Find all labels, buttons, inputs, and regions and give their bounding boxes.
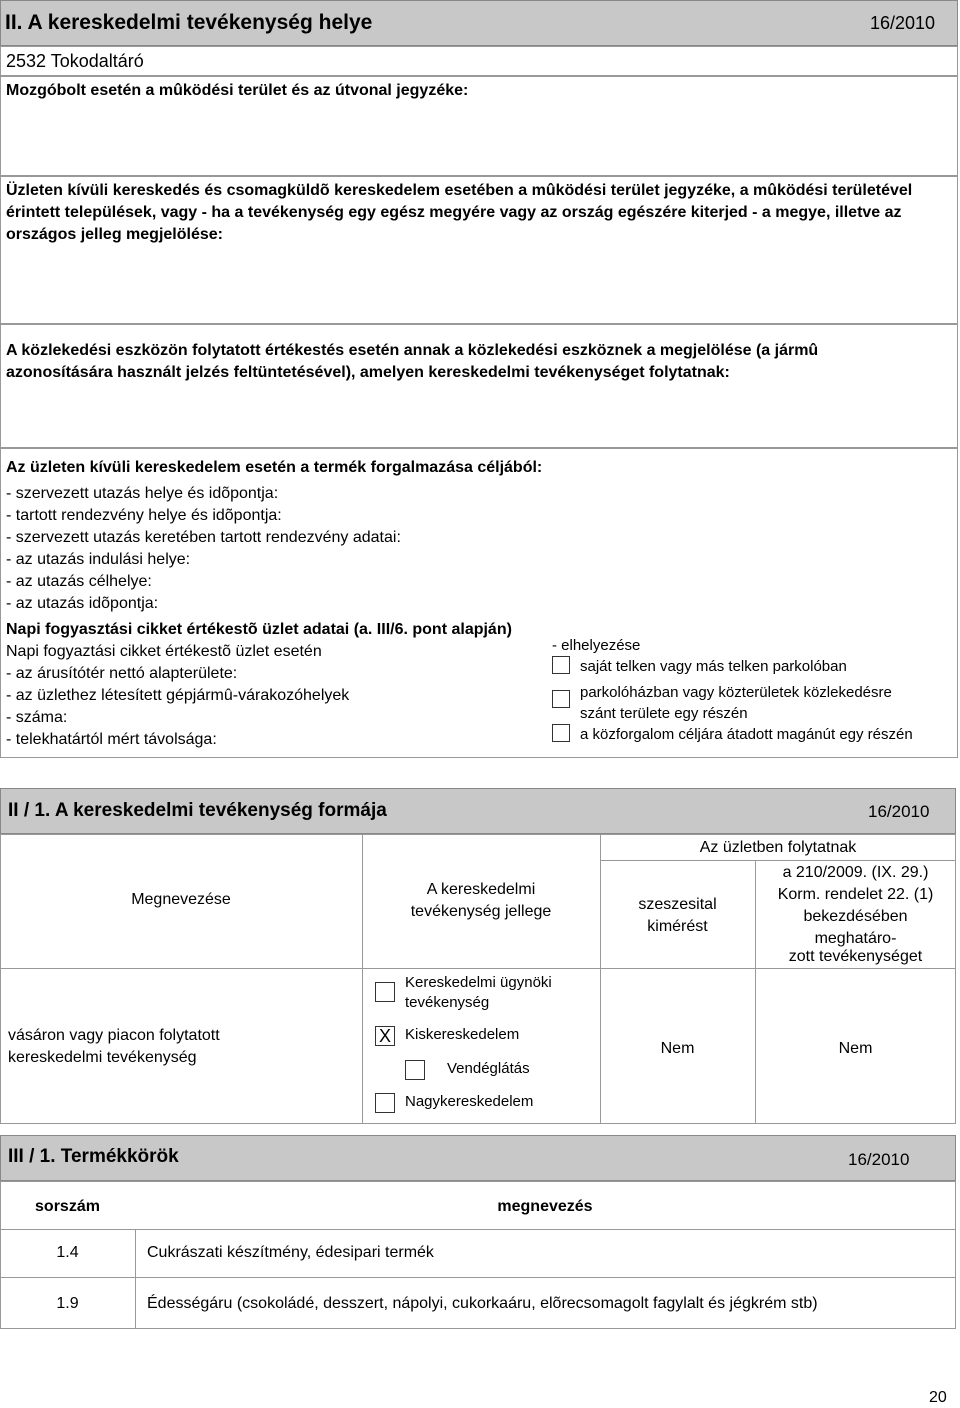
nagykereskedelem-label: Nagykereskedelem — [405, 1093, 534, 1110]
product-row-number: 1.9 — [56, 1295, 79, 1312]
col-jellege-header-line1: A kereskedelmi — [426, 881, 536, 898]
ugynoki-label-line1: Kereskedelmi ügynöki — [405, 974, 552, 991]
section21-row-divider — [0, 968, 956, 969]
ugynoki-checkbox[interactable] — [375, 982, 395, 1002]
col-rendelet-header-line: a 210/2009. (IX. 29.) — [782, 864, 929, 881]
section31-code: 16/2010 — [848, 1150, 910, 1169]
col-szeszes-header-line2: kimérést — [647, 918, 708, 935]
ugynoki-label-line2: tevékenység — [405, 994, 490, 1011]
section21-code: 16/2010 — [868, 802, 930, 821]
col-megnevezes-header: Megnevezése — [131, 891, 231, 908]
nagykereskedelem-checkbox[interactable] — [375, 1093, 395, 1113]
section21-subheader-divider — [600, 860, 956, 861]
col-rendelet-header-line: bekezdésében — [803, 908, 908, 925]
product-row-name: Cukrászati készítmény, édesipari termék — [147, 1244, 434, 1261]
napi-item: - az árusítótér nettó alapterülete: — [6, 665, 238, 682]
uzleten-kivuli-label: Üzleten kívüli kereskedés és csomagküldõ kereskedelem esetében a mûködési terület jegyzéke, a mûködési területével érintett települések, vagy - ha a tevékenység egy egész megyére vagy az ország egészére kiterjed - a megye, illetve az országos jelleg megjelölése: — [6, 182, 913, 243]
section31-row-divider — [0, 1229, 956, 1230]
row-name-line2: kereskedelmi tevékenység — [8, 1049, 197, 1066]
termek-item: - az utazás célhelye: — [6, 573, 152, 590]
kozlekedesi-label: A közlekedési eszközön folytatott értékestés esetén annak a közlekedési eszköznek a megjelölése (a jármû azonosítására használt jelzés feltüntetésével), amelyen kereskedelmi tevékenységet folytatnak: — [6, 342, 819, 381]
parking-option-label: saját telken vagy más telken parkolóban — [580, 658, 847, 675]
section21-title: II / 1. A kereskedelmi tevékenység formája — [8, 800, 387, 821]
section31-row-divider — [0, 1277, 956, 1278]
parking-private-road-checkbox[interactable] — [552, 724, 570, 742]
kiskereskedelem-checkbox[interactable]: X — [375, 1026, 395, 1046]
row-name-line1: vásáron vagy piacon folytatott — [8, 1027, 220, 1044]
napi-item: - telekhatártól mért távolsága: — [6, 731, 217, 748]
col-rendelet-header-line: meghatáro- — [814, 930, 897, 947]
vendeglatas-checkbox[interactable] — [405, 1060, 425, 1080]
address-value: 2532 Tokodaltáró — [6, 51, 144, 71]
kiskereskedelem-label: Kiskereskedelem — [405, 1026, 520, 1043]
col-rendelet-header-line: zott tevékenységet — [788, 948, 923, 965]
szeszes-value: Nem — [660, 1040, 695, 1057]
section31-col-divider — [135, 1229, 136, 1329]
vendeglatas-label: Vendéglátás — [447, 1060, 530, 1077]
parking-option-label: a közforgalom céljára átadott magánút egy részén — [580, 726, 913, 743]
section2-code: 16/2010 — [870, 13, 936, 33]
termek-item: - szervezett utazás helye és idõpontja: — [6, 485, 279, 502]
col-rendelet-header-line: Korm. rendelet 22. (1) — [777, 886, 934, 903]
mozgobolt-label: Mozgóbolt esetén a mûködési terület és az útvonal jegyzéke: — [6, 82, 469, 99]
napi-item: Napi fogyaztási cikket értékestõ üzlet esetén — [6, 643, 322, 660]
termek-item: - az utazás idõpontja: — [6, 595, 159, 612]
section21-col-divider — [600, 834, 601, 1124]
napi-heading: Napi fogyasztási cikket értékestõ üzlet adatai (a. III/6. pont alapján) — [6, 621, 512, 638]
col-szeszes-header-line1: szeszesital — [638, 896, 717, 913]
parking-garage-checkbox[interactable] — [552, 690, 570, 708]
parking-own-lot-checkbox[interactable] — [552, 656, 570, 674]
page-number: 20 — [929, 1389, 947, 1406]
col-uzletben-header: Az üzletben folytatnak — [699, 839, 857, 856]
product-row-number: 1.4 — [56, 1244, 79, 1261]
napi-item: - száma: — [6, 709, 68, 726]
termek-item: - az utazás indulási helye: — [6, 551, 191, 568]
termek-heading: Az üzleten kívüli kereskedelem esetén a termék forgalmazása céljából: — [6, 459, 543, 476]
section2-title: II. A kereskedelmi tevékenység helye — [5, 11, 373, 34]
rendelet-value: Nem — [838, 1040, 873, 1057]
col-megnevezes-header: megnevezés — [497, 1198, 593, 1215]
parking-option-label: szánt területe egy részén — [580, 705, 748, 722]
termek-item: - tartott rendezvény helye és idõpontja: — [6, 507, 282, 524]
col-sorszam-header: sorszám — [35, 1198, 100, 1215]
section31-title: III / 1. Termékkörök — [8, 1146, 179, 1167]
parking-option-label: parkolóházban vagy közterületek közlekedésre — [580, 684, 892, 701]
napi-item: - az üzlethez létesített gépjármû-várakozóhelyek — [6, 687, 350, 704]
product-row-name: Édességáru (csokoládé, desszert, nápolyi, cukorkaáru, elõrecsomagolt fagylalt és jégkrém stb) — [147, 1295, 818, 1312]
col-jellege-header-line2: tevékenység jellege — [410, 903, 552, 920]
elhelyezese-label: - elhelyezése — [552, 637, 641, 654]
termek-item: - szervezett utazás keretében tartott rendezvény adatai: — [6, 529, 401, 546]
section21-col-divider — [362, 834, 363, 1124]
